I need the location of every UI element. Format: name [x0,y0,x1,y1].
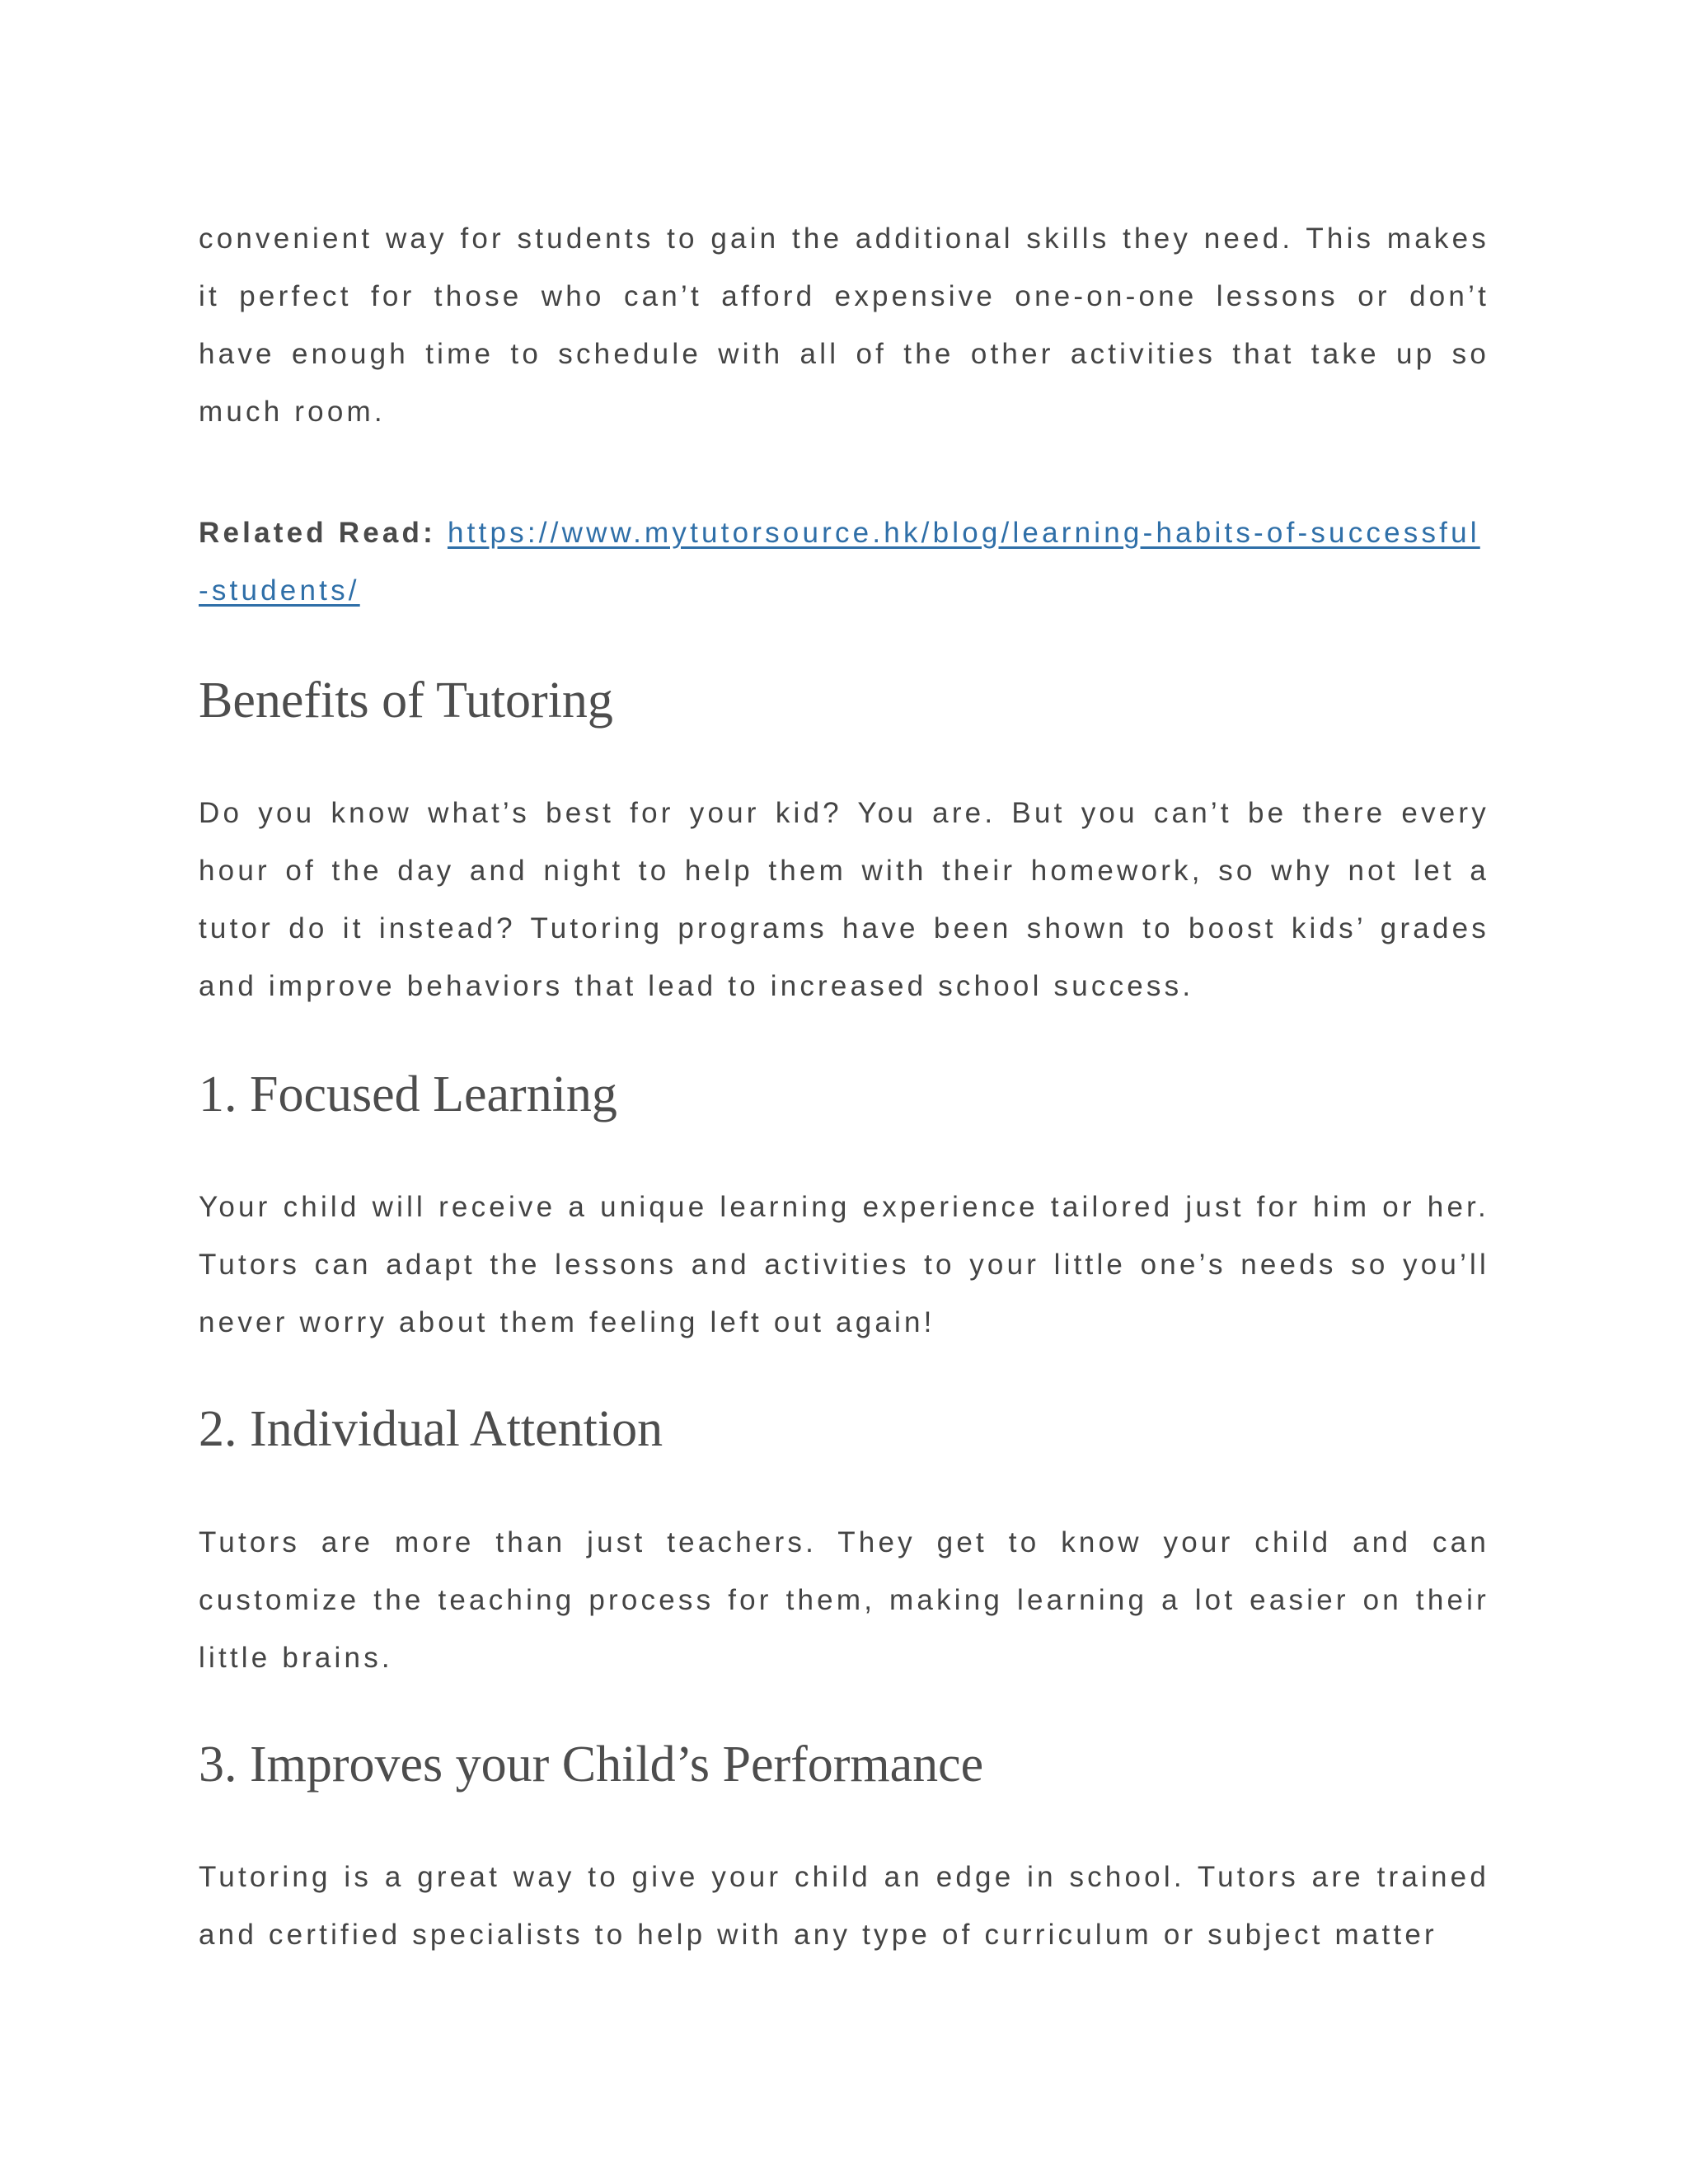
heading-focused-learning: 1. Focused Learning [199,1066,617,1122]
individual-attention-paragraph: Tutors are more than just teachers. They get to know your child and can customize the teaching process for them, making learning a lot easier on their little brains. [199,1526,1489,1674]
related-read-link[interactable]: https://www.mytutorsource.hk/blog/learning-habits-of-successful-students/ [199,517,1480,607]
heading-individual-attention: 2. Individual Attention [199,1401,663,1457]
heading-improves-performance: 3. Improves your Child’s Performance [199,1736,984,1793]
improves-performance-paragraph: Tutoring is a great way to give your child an edge in school. Tutors are trained and certified specialists to help with any type of curriculum or subject matter [199,1861,1489,1951]
related-read-label: Related Read: [199,517,436,549]
intro-paragraph: convenient way for students to gain the additional skills they need. This makes it perfect for those who can’t afford expensive one-on-one lessons or don’t have enough time to schedule with all of the other activities that take up so much room. [199,223,1489,428]
related-read [199,504,1489,620]
focused-learning-paragraph: Your child will receive a unique learning experience tailored just for him or her. Tutors can adapt the lessons and activities to your little one’s needs so you’ll never worry about them feeling left out again! [199,1191,1489,1338]
benefits-paragraph: Do you know what’s best for your kid? You are. But you can’t be there every hour of the day and night to help them with their homework, so why not let a tutor do it instead? Tutoring programs have been shown to boost kids’ grades and improve behaviors that lead to increased school success. [199,797,1489,1002]
heading-benefits-of-tutoring: Benefits of Tutoring [199,673,613,729]
